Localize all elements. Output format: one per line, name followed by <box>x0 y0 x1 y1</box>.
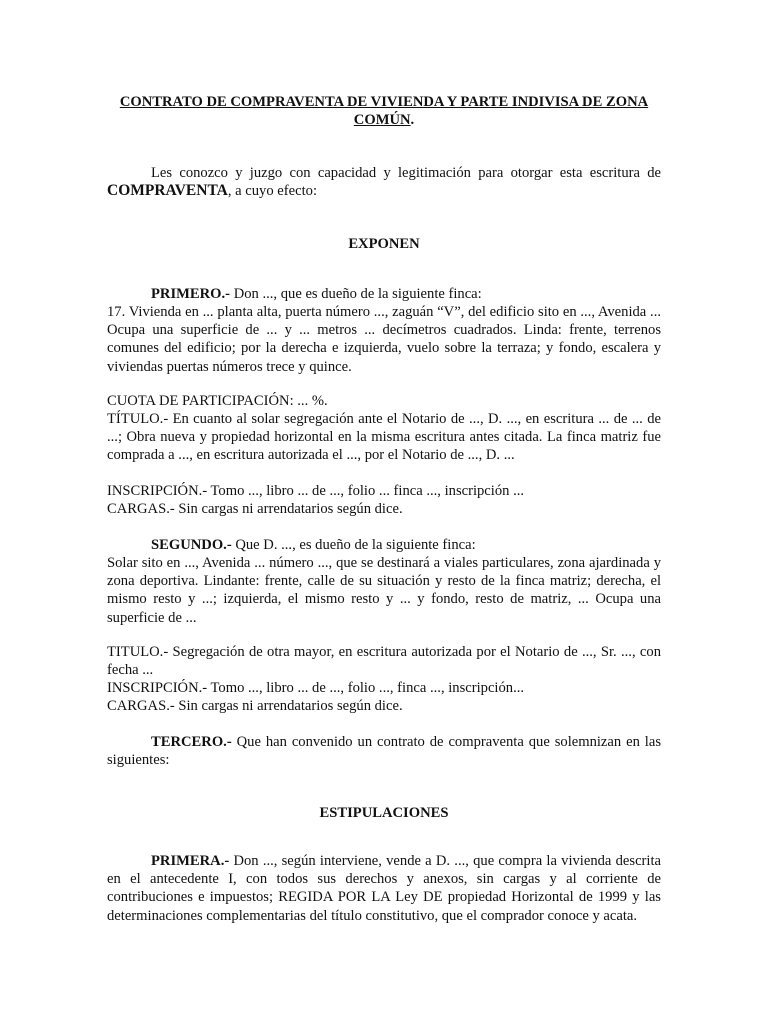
segundo-label: SEGUNDO.- <box>151 537 232 553</box>
tercero-paragraph <box>107 733 661 769</box>
primero-lead <box>107 285 661 303</box>
primera-label: PRIMERA.- <box>151 853 230 869</box>
intro-tail: , a cuyo efecto: <box>227 183 317 200</box>
document-title <box>107 93 661 129</box>
segundo-lead <box>107 536 661 554</box>
primera-paragraph <box>107 852 661 925</box>
title-period: . <box>410 112 415 128</box>
primero-label: PRIMERO.- <box>151 286 231 302</box>
segundo-lead-text: Que D. ..., es dueño de la siguiente finca: <box>231 537 476 553</box>
primera-text: Don ..., según interviene, vende a D. ..., que compra la vivienda descrita en el antecedente I, con todos sus derechos y anexos, sin cargas y al corriente de contribuciones e impuestos; REGIDA POR LA Ley DE propiedad Horizontal de 1999 y las determinaciones complementarias del título constitutivo, que el comprador conoce y acata. <box>107 853 661 924</box>
primero-inscripcion: INSCRIPCIÓN.- Tomo ..., libro ... de ..., folio ... finca ..., inscripción ... <box>107 483 525 499</box>
title-text: CONTRATO DE COMPRAVENTA DE VIVIENDA Y PARTE INDIVISA DE ZONA COMÚN <box>119 94 649 128</box>
segundo-inscripcion: INSCRIPCIÓN.- Tomo ..., libro ... de ..., folio ..., finca ..., inscripción... <box>107 680 525 696</box>
heading-estipulaciones: ESTIPULACIONES <box>319 805 449 821</box>
heading-exponen: EXPONEN <box>348 236 420 252</box>
segundo-cargas: CARGAS.- Sin cargas ni arrendatarios según dice. <box>107 698 403 714</box>
primero-lead-text: Don ..., que es dueño de la siguiente finca: <box>230 286 482 302</box>
primero-cargas: CARGAS.- Sin cargas ni arrendatarios según dice. <box>107 501 403 517</box>
tercero-text: Que han convenido un contrato de compraventa que solemnizan en las siguientes: <box>107 734 661 769</box>
intro-text: Les conozco y juzgo con capacidad y legitimación para otorgar esta escritura de <box>151 165 661 181</box>
tercero-label: TERCERO.- <box>151 734 232 750</box>
primero-body: 17. Vivienda en ... planta alta, puerta número ..., zaguán “V”, del edificio sito en ..., Avenida ... Ocupa una superficie de ... y ... metros ... decímetros cuadrados. Linda: frente, terrenos comunes del edificio; por la derecha e izquierda, vuelo sobre la terraza; y fondo, escalera y viviendas puertas números trece y quince. <box>107 304 661 375</box>
primero-titulo: TÍTULO.- En cuanto al solar segregación ante el Notario de ..., D. ..., en escritura ... de ... de ...; Obra nueva y propiedad horizontal en la misma escritura antes citada. La finca matriz fue comprada a ..., en escritura autorizada el ..., por el Notario de ..., D. ... <box>107 411 661 464</box>
segundo-body: Solar sito en ..., Avenida ... número ..., que se destinará a viales particulares, zona ajardinada y zona deportiva. Lindante: frente, calle de su situación y resto de la finca matriz; derecha, el mismo resto y ...; izquierda, el mismo resto y ... y fondo, resto de matriz, ... Ocupa una superficie de ... <box>107 555 661 626</box>
segundo-titulo: TITULO.- Segregación de otra mayor, en escritura autorizada por el Notario de ..., Sr. ..., con fecha ... <box>107 644 661 679</box>
primero-cuota: CUOTA DE PARTICIPACIÓN: ... %. <box>107 393 328 409</box>
intro-bold-word: COMPRAVENTA <box>107 182 228 200</box>
intro-paragraph <box>107 164 661 200</box>
